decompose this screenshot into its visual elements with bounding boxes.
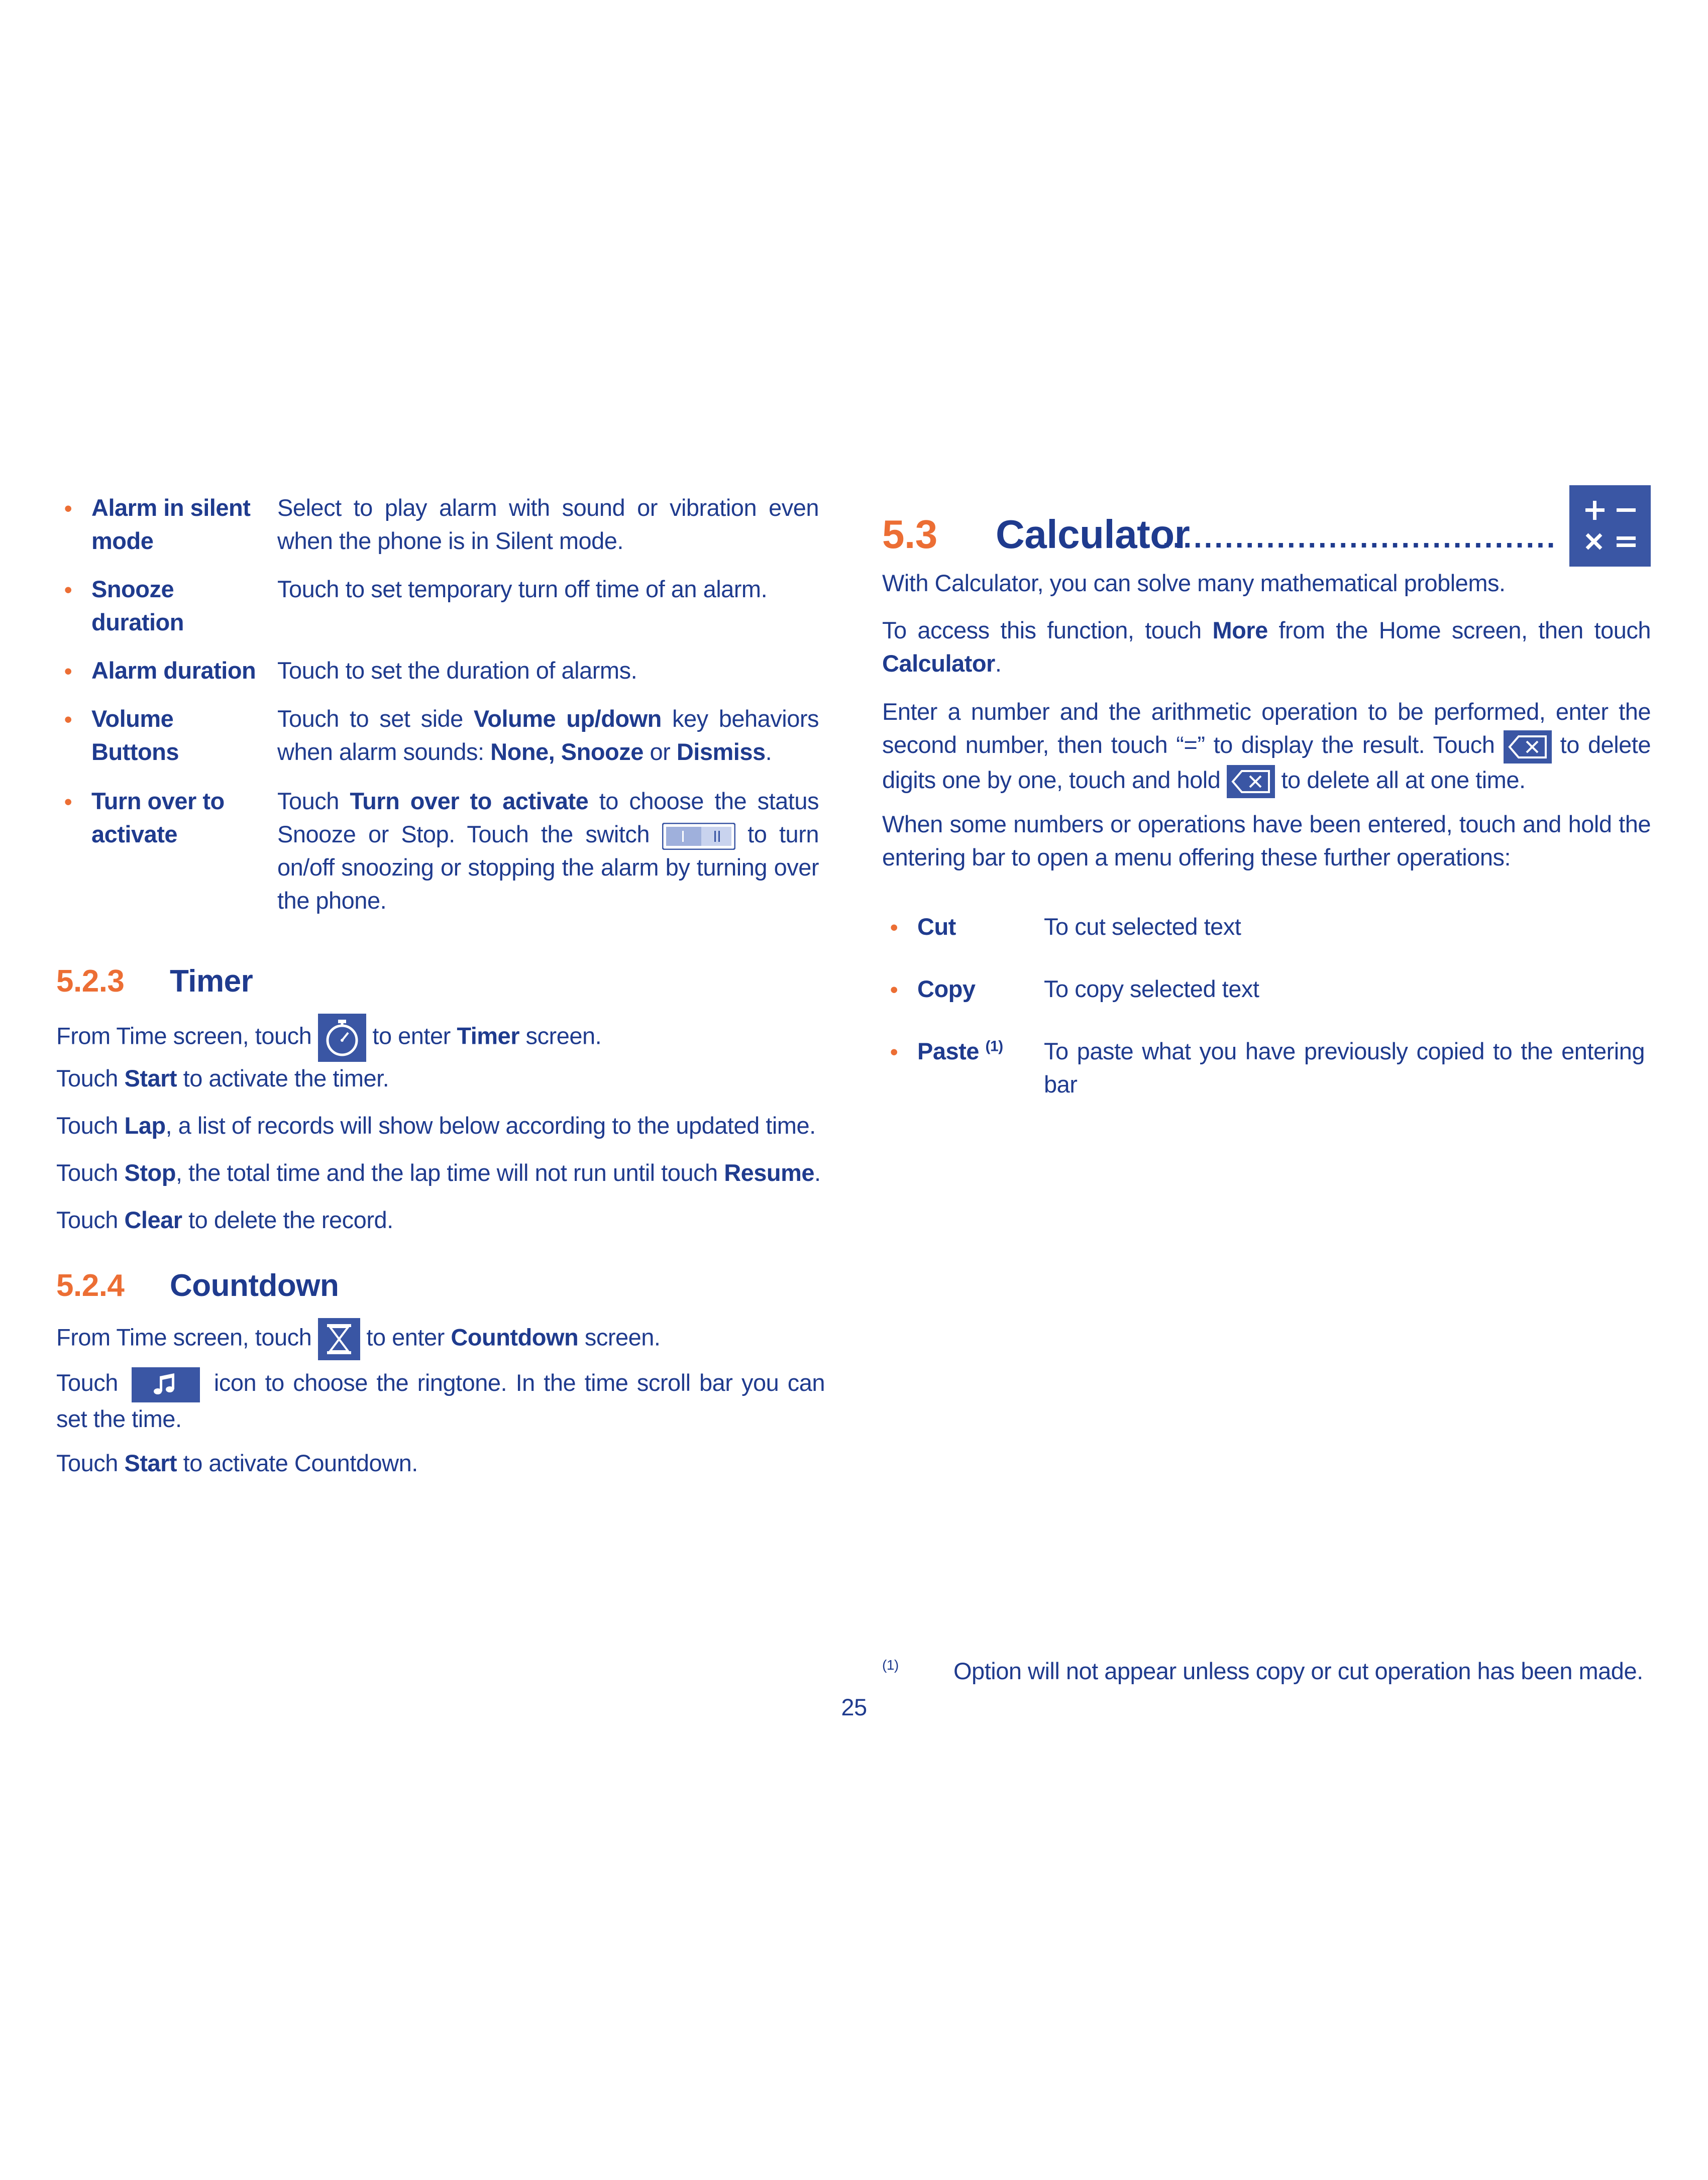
bullet: •	[890, 977, 898, 1002]
bullet: •	[890, 1040, 898, 1064]
bullet: •	[64, 790, 72, 814]
calculator-section-title: Calculator	[996, 512, 1190, 557]
desc-volume-buttons: Touch to set side Volume up/down key behaviors when alarm sounds: None, Snooze or Dismiss.	[277, 705, 819, 765]
calculator-access: To access this function, touch More from the Home screen, then touch Calculator.	[882, 617, 1651, 677]
calculator-section-number: 5.3	[882, 512, 937, 557]
op-desc-cut: To cut selected text	[1044, 913, 1241, 940]
timer-section-title: Timer	[170, 964, 253, 999]
toggle-switch-icon	[662, 823, 735, 850]
backspace-icon	[1504, 730, 1552, 764]
term-volume-buttons: Volume Buttons	[91, 705, 179, 765]
footnote-reference: (1)	[985, 1038, 1003, 1055]
op-desc-copy: To copy selected text	[1044, 975, 1259, 1002]
term-alarm-in-silent-mode: Alarm in silent mode	[91, 494, 251, 554]
term-alarm-duration: Alarm duration	[91, 657, 256, 684]
footnote-mark: (1)	[882, 1657, 899, 1673]
calculator-intro: With Calculator, you can solve many mathematical problems.	[882, 570, 1506, 596]
page-number: 25	[841, 1694, 867, 1720]
toc-dot-leader: ......................................	[1162, 520, 1557, 554]
desc-turn-over-to-activate: Touch Turn over to activate to choose the status Snooze or Stop. Touch the switch to turn on/off snoozing or stopping the alarm by turning over the phone.	[277, 788, 819, 914]
bullet: •	[64, 578, 72, 602]
op-term-copy: Copy	[917, 975, 976, 1002]
calculator-usage: Enter a number and the arithmetic operation to be performed, enter the second number, then touch “=” to display the result. Touch to delete digits one by one, touch and hold to delete all at one time.	[882, 695, 1651, 798]
timer-section-number: 5.2.3	[56, 964, 125, 999]
countdown-line-2: Touch icon to choose the ringtone. In the time scroll bar you can set the time.	[56, 1366, 825, 1436]
term-snooze-duration: Snooze duration	[91, 576, 184, 635]
bullet: •	[64, 496, 72, 521]
timer-line-3: Touch Lap, a list of records will show below according to the updated time.	[56, 1112, 816, 1139]
op-term-cut: Cut	[917, 913, 956, 940]
timer-line-5: Touch Clear to delete the record.	[56, 1207, 393, 1233]
timer-line-2: Touch Start to activate the timer.	[56, 1065, 389, 1092]
op-term-paste: Paste $^{(1)}$	[917, 1038, 1003, 1064]
countdown-line-3: Touch Start to activate Countdown.	[56, 1450, 418, 1476]
countdown-section-title: Countdown	[170, 1268, 339, 1303]
desc-snooze-duration: Touch to set temporary turn off time of an alarm.	[277, 576, 768, 602]
term-turn-over-to-activate: Turn over to activate	[91, 788, 225, 847]
bullet: •	[64, 707, 72, 732]
calculator-menu-intro: When some numbers or operations have been entered, touch and hold the entering bar to open a menu offering these further operations:	[882, 811, 1651, 870]
backspace-icon	[1227, 765, 1275, 798]
desc-alarm-duration: Touch to set the duration of alarms.	[277, 657, 637, 684]
countdown-line-1: From Time screen, touch to enter Countdown screen.	[56, 1318, 825, 1360]
timer-line-4: Touch Stop, the total time and the lap time will not run until touch Resume.	[56, 1159, 821, 1186]
hourglass-icon	[318, 1318, 360, 1360]
desc-alarm-in-silent-mode: Select to play alarm with sound or vibration even when the phone is in Silent mode.	[277, 494, 819, 554]
bullet: •	[64, 659, 72, 684]
calculator-icon	[1569, 485, 1651, 575]
stopwatch-icon	[318, 1014, 366, 1062]
music-note-icon	[132, 1367, 200, 1402]
timer-line-1: From Time screen, touch to enter Timer screen.	[56, 1014, 825, 1062]
op-desc-paste: To paste what you have previously copied to the entering bar	[1044, 1038, 1645, 1098]
countdown-section-number: 5.2.4	[56, 1268, 125, 1303]
footnote-text: Option will not appear unless copy or cut operation has been made.	[953, 1658, 1643, 1684]
bullet: •	[890, 915, 898, 940]
